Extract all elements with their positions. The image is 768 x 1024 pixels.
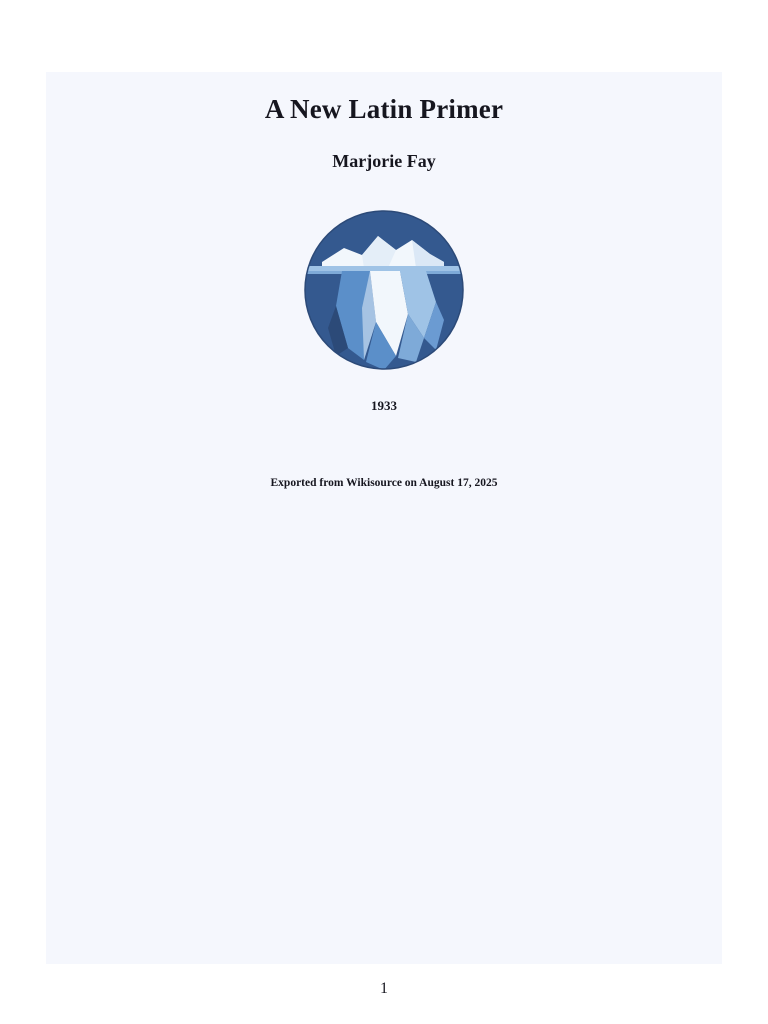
page-title: A New Latin Primer	[264, 94, 504, 124]
export-note: Exported from Wikisource on August 17, 2025	[270, 477, 498, 489]
document-author: Marjorie Fay	[332, 151, 436, 171]
page-number: 1	[380, 980, 388, 997]
logo-container	[46, 210, 722, 370]
publication-year: 1933	[371, 398, 397, 413]
wikisource-iceberg-logo-icon	[304, 210, 464, 370]
document-page-sheet	[46, 72, 722, 964]
